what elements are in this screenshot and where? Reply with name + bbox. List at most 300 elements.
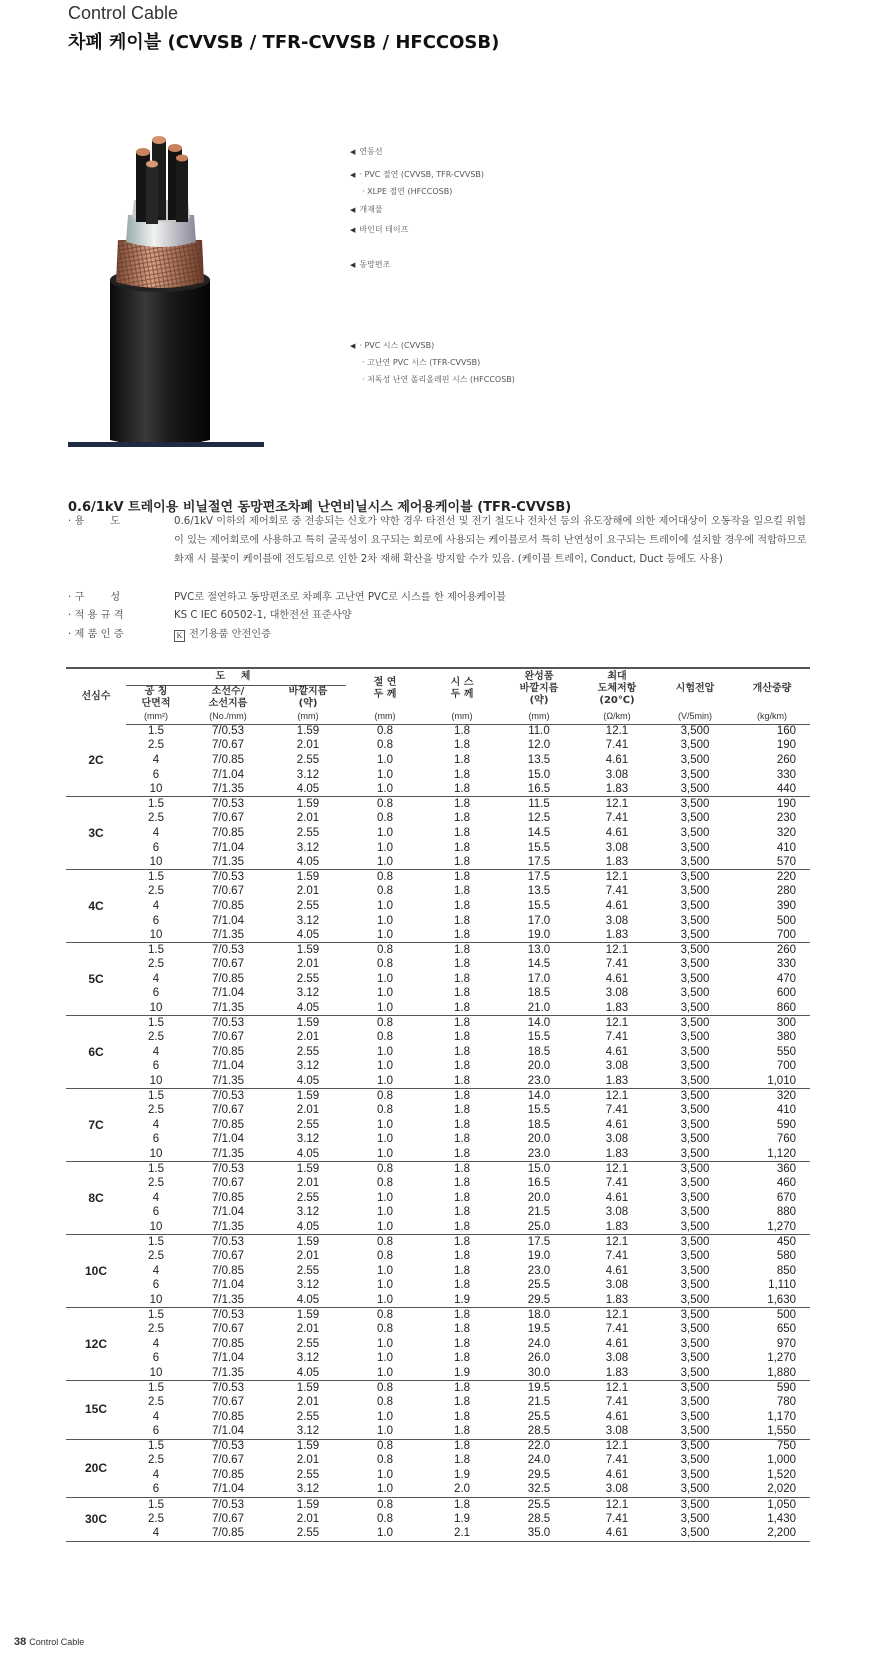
table-cell: 7.41 (605, 1323, 629, 1336)
table-cell: 1.0 (346, 1527, 424, 1542)
table-cell: 860 (734, 1001, 810, 1016)
table-cell: 3.08 (605, 914, 629, 927)
table-cell: 3,500 (680, 841, 710, 854)
table-cell: 3.12 (296, 1279, 320, 1292)
table-cell: 1.8 (454, 958, 470, 971)
page-footer (14, 1636, 84, 1648)
table-cell: 700 (734, 928, 810, 943)
table-cell: 0.8 (377, 1498, 393, 1511)
table-cell: 1.0 (346, 782, 424, 797)
table-cell: 3,500 (656, 1483, 734, 1498)
table-cell: 7/0.85 (212, 899, 244, 912)
table-cell: 2.55 (296, 753, 320, 766)
table-cell: 23.0 (500, 1074, 578, 1089)
table-cell: 7/1.04 (212, 768, 244, 781)
table-cell: 1.8 (454, 1060, 470, 1073)
table-cell: 1.59 (296, 1016, 320, 1029)
table-cell: 19.0 (527, 1250, 551, 1263)
table-cell: 1.0 (377, 753, 393, 766)
table-cell: 23.0 (500, 1147, 578, 1162)
table-cell: 4 (152, 753, 160, 766)
table-cell: 4.61 (605, 899, 629, 912)
table-cell: 1.8 (454, 943, 470, 956)
table-cell: 7/0.85 (212, 826, 244, 839)
callout-sheath-alt2: · 저독성 난연 폴리올레핀 시스 (HFCCOSB) (362, 375, 515, 384)
table-cell: 3,500 (680, 1512, 710, 1525)
cores-cell: 12C (66, 1308, 126, 1381)
table-cell: 1.8 (454, 1498, 470, 1511)
spec-label: · 구 성 (68, 592, 121, 603)
table-cell: 1.8 (424, 1425, 500, 1440)
table-cell: 1.8 (424, 928, 500, 943)
table-cell: 1.8 (454, 1396, 470, 1409)
table-cell: 2.55 (296, 1410, 320, 1423)
table-cell: 2.5 (148, 1454, 164, 1467)
table-cell: 1.0 (346, 1483, 424, 1498)
table-cell: 3.08 (605, 768, 629, 781)
table-cell: 2,020 (734, 1483, 810, 1498)
table-cell: 18.5 (527, 1118, 551, 1131)
table-row (66, 1001, 810, 1016)
page-number: 38 (14, 1636, 27, 1648)
table-cell: 4 (152, 972, 160, 985)
table-cell: 7/0.85 (212, 1045, 244, 1058)
table-cell: 470 (776, 972, 796, 985)
table-cell: 7/1.35 (186, 928, 270, 943)
table-row (66, 1060, 810, 1075)
table-cell: 1.0 (377, 1191, 393, 1204)
spec-text: PVC로 절연하고 동망편조로 차폐후 고난연 PVC로 시스를 한 제어용케이블 (174, 592, 507, 603)
table-cell: 3.08 (578, 1483, 656, 1498)
table-cell: 17.0 (527, 914, 551, 927)
table-row (66, 1030, 810, 1045)
table-cell: 0.8 (377, 870, 393, 883)
table-cell: 440 (734, 782, 810, 797)
table-cell: 1,110 (768, 1279, 796, 1292)
table-cell: 4.05 (270, 1147, 346, 1162)
table-cell: 7/1.04 (212, 1206, 244, 1219)
table-cell: 17.0 (527, 972, 551, 985)
table-row (66, 1089, 810, 1104)
table-cell: 1.8 (454, 1410, 470, 1423)
table-cell: 320 (776, 826, 796, 839)
table-cell: 1.5 (148, 1440, 164, 1453)
table-row (66, 1235, 810, 1250)
table-cell: 13.5 (527, 753, 551, 766)
table-cell: 580 (776, 1250, 796, 1263)
callout-filler: ◀ 개재물 (350, 205, 383, 214)
table-cell: 3,500 (680, 972, 710, 985)
table-cell: 570 (734, 855, 810, 870)
table-cell: 1.8 (454, 1440, 470, 1453)
unit-resistance: (Ω/km) (578, 710, 656, 725)
table-cell: 1.83 (578, 1074, 656, 1089)
table-row (66, 1147, 810, 1162)
table-cell: 1.8 (454, 841, 470, 854)
table-cell: 7/0.67 (212, 1323, 244, 1336)
table-cell: 3,500 (656, 782, 734, 797)
table-cell: 4.61 (605, 1191, 629, 1204)
table-cell: 1.8 (454, 1235, 470, 1248)
table-cell: 2.5 (148, 885, 164, 898)
table-cell: 7/0.53 (212, 798, 244, 811)
table-cell: 1.0 (377, 914, 393, 927)
table-cell: 30.0 (500, 1366, 578, 1381)
table-cell: 1.59 (296, 1498, 320, 1511)
table-cell: 0.8 (377, 1308, 393, 1321)
table-cell: 7/1.35 (186, 1220, 270, 1235)
table-cell: 1,520 (767, 1469, 796, 1482)
table-cell: 1.8 (454, 1381, 470, 1394)
table-cell: 3,500 (680, 753, 710, 766)
table-row (66, 1381, 810, 1396)
table-cell: 26.0 (527, 1352, 551, 1365)
table-cell: 25.5 (527, 1279, 551, 1292)
table-cell: 3,500 (656, 1147, 734, 1162)
table-cell: 1.9 (424, 1366, 500, 1381)
table-cell: 7/0.53 (212, 1235, 244, 1248)
table-cell: 7/1.35 (186, 1074, 270, 1089)
table-cell: 12.1 (605, 1381, 629, 1394)
table-cell: 750 (776, 1440, 796, 1453)
table-cell: 29.5 (527, 1469, 551, 1482)
table-cell: 1.8 (454, 1264, 470, 1277)
table-cell: 14.0 (527, 1089, 551, 1102)
table-cell: 3,500 (680, 768, 710, 781)
table-cell: 2.5 (148, 812, 164, 825)
table-cell: 4 (152, 899, 160, 912)
table-cell: 4.61 (605, 1337, 629, 1350)
table-cell: 3,500 (680, 1162, 710, 1175)
table-cell: 7/1.35 (186, 855, 270, 870)
table-cell: 1.8 (454, 1177, 470, 1190)
table-cell: 190 (776, 739, 796, 752)
table-cell: 2.55 (296, 1337, 320, 1350)
table-cell: 1.8 (454, 972, 470, 985)
table-cell: 4.05 (270, 1366, 346, 1381)
unit-sheath: (mm) (424, 710, 500, 725)
table-cell: 1.5 (148, 1235, 164, 1248)
table-cell: 0.8 (377, 1454, 393, 1467)
table-cell: 11.5 (528, 798, 550, 811)
cores-cell: 8C (66, 1162, 126, 1235)
table-cell: 1,120 (734, 1147, 810, 1162)
unit-insulation: (mm) (346, 710, 424, 725)
table-cell: 7/1.04 (212, 1060, 244, 1073)
table-cell: 3.08 (605, 841, 629, 854)
table-cell: 2.55 (296, 899, 320, 912)
table-cell: 2.01 (296, 739, 320, 752)
table-row (66, 870, 810, 885)
table-cell: 1.8 (454, 768, 470, 781)
table-cell: 3,500 (656, 1293, 734, 1308)
table-cell: 4.05 (270, 928, 346, 943)
table-cell: 7/0.67 (212, 885, 244, 898)
table-cell: 35.0 (500, 1527, 578, 1542)
table-cell: 2.01 (296, 1323, 320, 1336)
table-cell: 7/0.53 (212, 943, 244, 956)
table-cell: 2.55 (296, 826, 320, 839)
table-cell: 1.8 (454, 1352, 470, 1365)
table-cell: 2.01 (296, 885, 320, 898)
table-cell: 1.5 (148, 798, 164, 811)
table-cell: 1.8 (454, 1279, 470, 1292)
callout-sheath: ◀ · PVC 시스 (CVVSB) (350, 341, 435, 350)
table-cell: 7/0.67 (212, 1104, 244, 1117)
table-cell: 3,500 (656, 1074, 734, 1089)
table-cell: 1.0 (377, 1410, 393, 1423)
table-row (66, 1191, 810, 1206)
table-row (66, 1249, 810, 1264)
table-cell: 0.8 (377, 1162, 393, 1175)
table-row (66, 826, 810, 841)
table-cell: 1.8 (454, 1031, 470, 1044)
table-cell: 3,500 (680, 1279, 710, 1292)
table-cell: 590 (776, 1381, 796, 1394)
table-cell: 17.5 (527, 1235, 551, 1248)
table-cell: 1.5 (148, 1381, 164, 1394)
table-cell: 1.83 (578, 1001, 656, 1016)
table-cell: 1.8 (424, 1074, 500, 1089)
table-cell: 1.0 (377, 1469, 393, 1482)
table-cell: 7.41 (605, 1396, 629, 1409)
table-cell: 1.8 (424, 1147, 500, 1162)
unit-strands: (No./mm) (186, 710, 270, 725)
table-cell: 0.8 (377, 798, 393, 811)
table-cell: 3,500 (680, 1381, 710, 1394)
table-cell: 0.8 (377, 885, 393, 898)
table-cell: 1.8 (454, 1045, 470, 1058)
table-cell: 6 (152, 1206, 160, 1219)
table-cell: 3.12 (296, 841, 320, 854)
table-cell: 7/0.67 (212, 1250, 244, 1263)
table-cell: 2.01 (296, 1031, 320, 1044)
table-row (66, 1162, 810, 1177)
table-cell: 3,500 (680, 899, 710, 912)
table-cell: 4 (126, 1527, 186, 1542)
table-cell: 1.0 (377, 972, 393, 985)
table-cell: 1.83 (578, 1366, 656, 1381)
col-weight: 개산중량 (734, 668, 810, 710)
callout-copper-braid: ◀ 동망편조 (350, 260, 391, 269)
table-cell: 2.5 (148, 1104, 164, 1117)
table-cell: 220 (776, 870, 796, 883)
callout-insulation-alt: · XLPE 절연 (HFCCOSB) (362, 187, 453, 196)
table-cell: 3.08 (605, 1279, 629, 1292)
table-row (66, 1395, 810, 1410)
table-cell: 1.8 (454, 798, 470, 811)
table-cell: 1.0 (377, 768, 393, 781)
table-cell: 1.8 (424, 855, 500, 870)
table-cell: 1.8 (454, 1454, 470, 1467)
cores-cell: 7C (66, 1089, 126, 1162)
table-cell: 1.0 (377, 826, 393, 839)
table-row (66, 972, 810, 987)
table-cell: 2.01 (296, 812, 320, 825)
table-cell: 3,500 (680, 1191, 710, 1204)
table-row (66, 1454, 810, 1469)
table-cell: 260 (776, 943, 796, 956)
cores-cell: 10C (66, 1235, 126, 1308)
table-cell: 1.8 (454, 899, 470, 912)
table-cell: 22.0 (527, 1440, 551, 1453)
table-cell: 3,500 (656, 855, 734, 870)
table-cell: 700 (776, 1060, 796, 1073)
col-strands: 소선수/ 소선지름 (208, 685, 248, 709)
table-cell: 15.5 (527, 899, 551, 912)
table-cell: 3,500 (680, 1206, 710, 1219)
table-cell: 3,500 (680, 826, 710, 839)
col-area: 공 칭 단면적 (141, 685, 171, 709)
table-cell: 3,500 (680, 1440, 710, 1453)
table-cell: 19.0 (500, 928, 578, 943)
table-cell: 850 (776, 1264, 796, 1277)
table-cell: 16.5 (500, 782, 578, 797)
table-cell: 7/1.04 (186, 1483, 270, 1498)
table-cell: 4 (152, 826, 160, 839)
table-cell: 1.8 (454, 987, 470, 1000)
table-cell: 4.61 (605, 1045, 629, 1058)
table-cell: 0.8 (377, 1177, 393, 1190)
table-cell: 0.8 (377, 739, 393, 752)
table-cell: 10 (126, 1074, 186, 1089)
table-cell: 2.5 (148, 958, 164, 971)
table-cell: 3,500 (680, 1177, 710, 1190)
table-cell: 1.8 (454, 1308, 470, 1321)
table-cell: 2.5 (148, 1512, 164, 1525)
table-cell: 12.1 (605, 1162, 629, 1175)
table-row (66, 724, 810, 739)
table-cell: 21.5 (527, 1206, 551, 1219)
table-cell: 500 (776, 914, 796, 927)
table-cell: 2.1 (424, 1527, 500, 1542)
table-cell: 7.41 (605, 1454, 629, 1467)
table-cell: 1.59 (296, 725, 320, 738)
cores-cell: 6C (66, 1016, 126, 1089)
table-cell: 1.0 (377, 1352, 393, 1365)
table-row (66, 943, 810, 958)
spec-text: 0.6/1kV 이하의 제어회로 중 전송되는 신호가 약한 경우 타전선 및 전기 철도나 전차선 등의 유도장해에 의한 제어대상이 오동작을 일으킬 위험이 있는 제어회로에 사용하고 특히 굴곡성이 요구되는 회로에 사용되는 케이블로서 특히 난연성이 요구되는 트레이에 설치할 경우에 적합하므로 화재 시 불꽃이 케이블에 전도됨으로 인한 2차 재해 확산을 방지할 수가 있음. (케이블 트레이, Conduct, Duct 등에도 사용) (174, 516, 807, 565)
table-cell: 10 (126, 1220, 186, 1235)
table-cell: 7/1.35 (186, 782, 270, 797)
table-cell: 6 (126, 1425, 186, 1440)
table-cell: 7.41 (605, 1512, 629, 1525)
table-cell: 4 (152, 1410, 160, 1423)
table-cell: 12.1 (605, 1440, 629, 1453)
table-row (66, 899, 810, 914)
table-cell: 1.83 (578, 1293, 656, 1308)
table-cell: 1.0 (377, 1264, 393, 1277)
table-cell: 3,500 (680, 1323, 710, 1336)
table-cell: 670 (776, 1191, 796, 1204)
table-cell: 230 (776, 812, 796, 825)
table-cell: 600 (776, 987, 796, 1000)
table-cell: 12.1 (605, 1089, 629, 1102)
table-row (66, 1118, 810, 1133)
table-cell: 7/0.85 (186, 1527, 270, 1542)
table-cell: 3.08 (605, 1133, 629, 1146)
table-cell: 7/0.67 (212, 1396, 244, 1409)
table-cell: 1.5 (148, 870, 164, 883)
table-cell: 12.5 (527, 812, 551, 825)
table-row (66, 1352, 810, 1367)
table-cell: 3,500 (680, 1045, 710, 1058)
table-row (66, 1527, 810, 1542)
table-cell: 3,500 (680, 1337, 710, 1350)
table-row (66, 1366, 810, 1381)
table-cell: 7/0.53 (212, 1308, 244, 1321)
table-cell: 2.01 (296, 1454, 320, 1467)
unit-area: (mm²) (126, 710, 186, 725)
table-cell: 7/0.67 (212, 1031, 244, 1044)
table-row (66, 914, 810, 929)
table-cell: 4.61 (605, 1264, 629, 1277)
table-cell: 160 (776, 725, 796, 738)
table-row (66, 1220, 810, 1235)
col-cores: 선심수 (66, 668, 126, 724)
table-cell: 1.8 (454, 1323, 470, 1336)
table-row (66, 1264, 810, 1279)
table-cell: 3.08 (605, 1352, 629, 1365)
table-cell: 1.8 (454, 826, 470, 839)
table-cell: 1.0 (346, 1425, 424, 1440)
table-cell: 15.5 (527, 1104, 551, 1117)
table-cell: 3,500 (656, 1366, 734, 1381)
table-cell: 7.41 (605, 739, 629, 752)
table-cell: 7/0.53 (212, 725, 244, 738)
table-cell: 3,500 (680, 958, 710, 971)
table-cell: 1.0 (377, 1337, 393, 1350)
col-insulation: 절 연 두 께 (346, 668, 424, 710)
table-cell: 190 (776, 798, 796, 811)
table-cell: 320 (776, 1089, 796, 1102)
table-cell: 1.59 (296, 1235, 320, 1248)
table-cell: 3,500 (680, 1469, 710, 1482)
table-cell: 7/0.85 (212, 1191, 244, 1204)
table-cell: 10 (126, 1366, 186, 1381)
table-cell: 3,500 (680, 885, 710, 898)
table-cell: 0.8 (377, 1031, 393, 1044)
table-cell: 3,500 (680, 1454, 710, 1467)
table-cell: 23.0 (527, 1264, 551, 1277)
table-cell: 3,500 (656, 1001, 734, 1016)
table-cell: 7/1.35 (186, 1147, 270, 1162)
table-cell: 20.0 (527, 1133, 551, 1146)
table-cell: 1.0 (377, 1133, 393, 1146)
table-cell: 4 (152, 1469, 160, 1482)
table-cell: 12.1 (605, 1498, 629, 1511)
table-cell: 3,500 (656, 1425, 734, 1440)
table-cell: 4.61 (605, 1469, 629, 1482)
table-cell: 6 (152, 768, 160, 781)
table-cell: 7/0.85 (212, 1264, 244, 1277)
table-cell: 16.5 (527, 1177, 551, 1190)
table-cell: 20.0 (527, 1060, 551, 1073)
table-cell: 7/1.04 (212, 1352, 244, 1365)
table-cell: 4.05 (270, 1293, 346, 1308)
table-cell: 0.8 (377, 725, 393, 738)
cores-cell: 3C (66, 797, 126, 870)
table-cell: 10 (126, 855, 186, 870)
table-cell: 3,500 (680, 914, 710, 927)
table-cell: 3,500 (680, 1016, 710, 1029)
table-cell: 1.8 (424, 1220, 500, 1235)
page-title: 차폐 케이블 (CVVSB / TFR-CVVSB / HFCCOSB) (68, 32, 500, 53)
table-cell: 410 (776, 1104, 796, 1117)
table-cell: 15.5 (527, 1031, 551, 1044)
table-cell: 3.08 (605, 987, 629, 1000)
table-cell: 1.59 (296, 1440, 320, 1453)
